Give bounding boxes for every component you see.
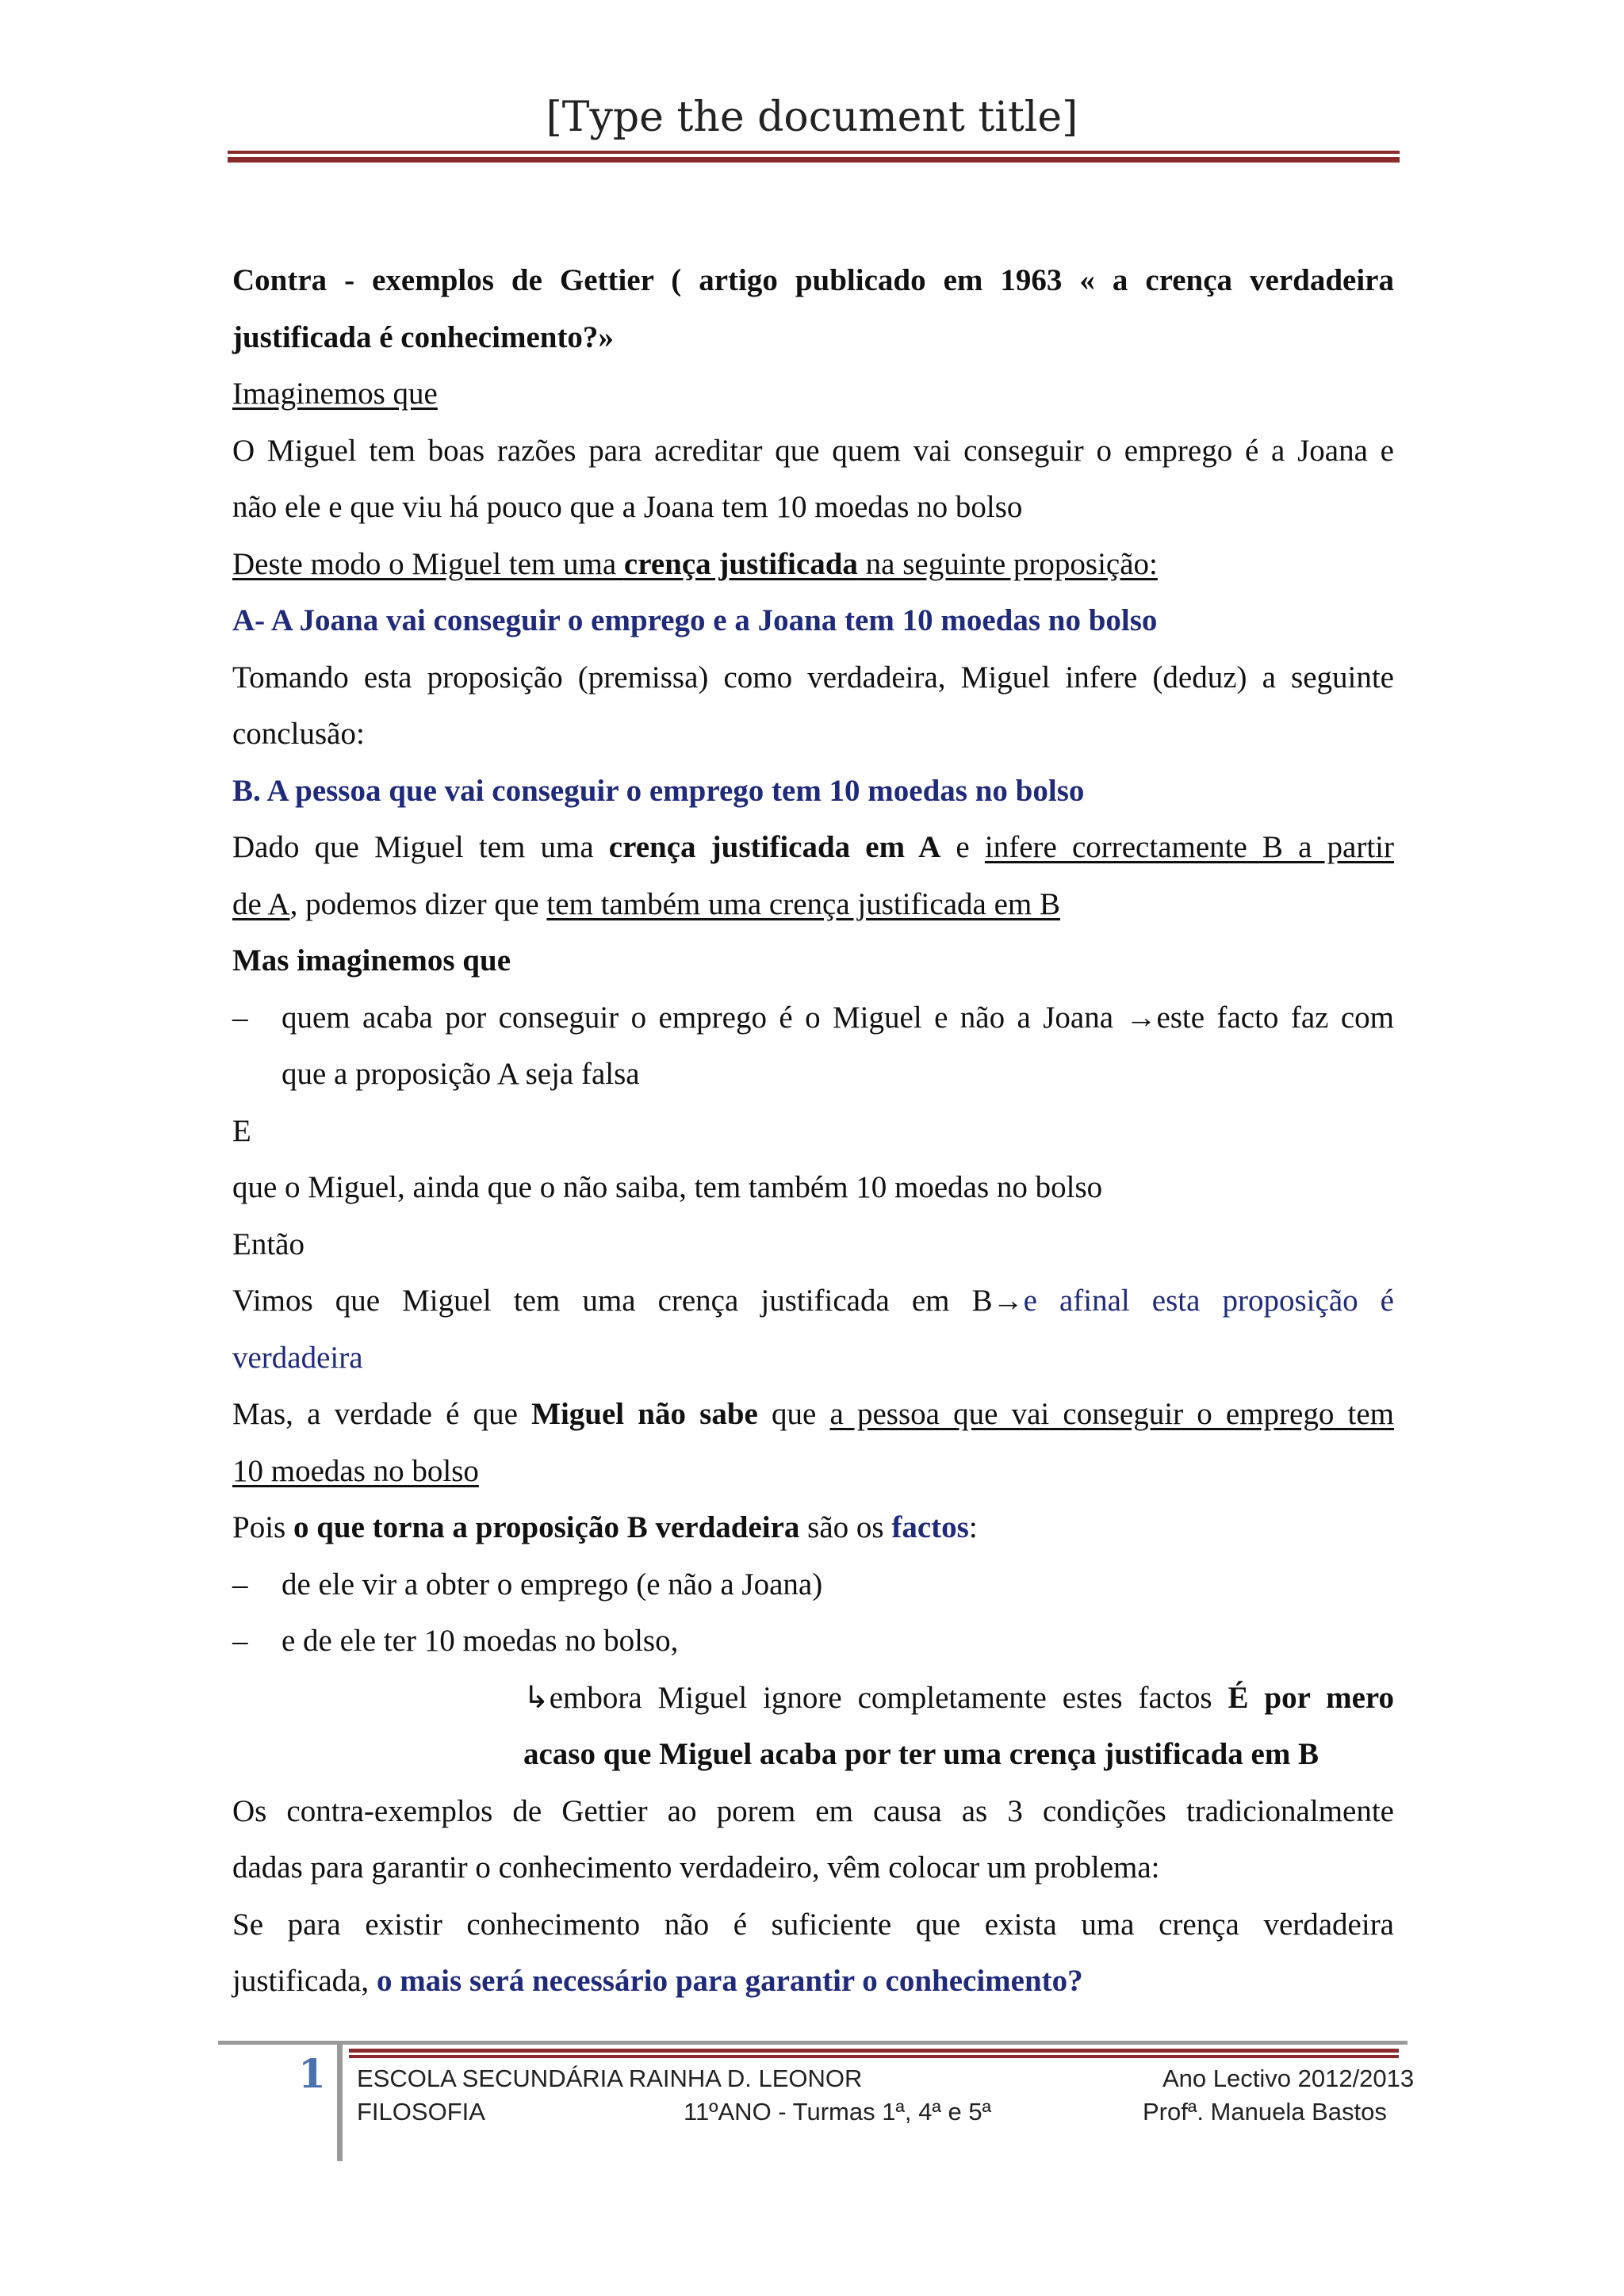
blue-bold-text: o mais será necessário para garantir o conhecimento? — [376, 1964, 1083, 1998]
bullet-item — [232, 989, 1394, 1047]
bold-text: crença justificada em A — [608, 830, 941, 864]
text-run: são os — [799, 1510, 892, 1544]
bold-text: É por mero — [1228, 1680, 1394, 1715]
blue-bold-text: factos — [891, 1510, 969, 1544]
paragraph-line: que o Miguel, ainda que o não saiba, tem também 10 moedas no bolso — [232, 1170, 1103, 1204]
text-run: : — [968, 1510, 978, 1544]
paragraph-line: O Miguel tem boas razões para acreditar que quem vai conseguir o emprego é a Joana e — [232, 433, 1394, 468]
text-run: que — [757, 1397, 830, 1431]
turn-arrow-icon: ↳ — [523, 1680, 550, 1715]
text-run: , podemos dizer que — [289, 886, 547, 921]
document-title: [Type the document title] — [546, 94, 1078, 141]
bullet-dash: – — [232, 1624, 248, 1658]
class-info: 11ºANO - Turmas 1ª, 4ª e 5ª — [684, 2098, 992, 2126]
school-year: Ano Lectivo 2012/2013 — [1162, 2064, 1415, 2092]
bullet-dash: – — [232, 1000, 248, 1035]
text-run: na seguinte proposição: — [857, 546, 1158, 581]
bullet-dash: – — [232, 1567, 248, 1601]
text-run: embora Miguel ignore completamente estes factos — [549, 1680, 1228, 1715]
bold-text: o que torna a proposição B verdadeira — [293, 1510, 800, 1544]
paragraph-line: Se para existir conhecimento não é suficiente que exista uma crença verdadeira — [232, 1907, 1394, 1942]
paragraph-line: Os contra-exemplos de Gettier ao porem em causa as 3 condições tradicionalmente — [232, 1793, 1394, 1828]
text-run: quem acaba por conseguir o emprego é o Miguel e não a Joana — [282, 1000, 1126, 1035]
proposition-a: A- A Joana vai conseguir o emprego e a Joana tem 10 moedas no bolso — [232, 603, 1158, 637]
underlined-text: Imaginemos que — [232, 377, 438, 411]
bold-text: Miguel não sabe — [531, 1397, 758, 1431]
text-run: Deste modo o Miguel tem uma — [232, 546, 624, 581]
text-run: Vimos que Miguel tem uma crença justificada em B — [232, 1284, 993, 1318]
arrow-icon: → — [992, 1284, 1024, 1318]
document-body — [232, 252, 1394, 2010]
paragraph-line — [232, 1499, 1394, 1556]
header-rule-thin — [228, 151, 1400, 154]
paragraph-line — [232, 876, 1394, 933]
paragraph-line: dadas para garantir o conhecimento verdadeiro, vêm colocar um problema: — [232, 1850, 1160, 1885]
blue-text: e afinal esta proposição é — [1023, 1284, 1394, 1318]
proposition-b: B. A pessoa que vai conseguir o emprego tem 10 moedas no bolso — [232, 773, 1085, 808]
subheading-line: Mas imaginemos que — [232, 943, 511, 978]
bullet-item — [232, 1556, 1394, 1613]
underlined-text: tem também uma crença justificada em B — [546, 886, 1060, 921]
paragraph-line: Tomando esta proposição (premissa) como verdadeira, Miguel infere (deduz) a seguinte — [232, 660, 1394, 695]
header-rule-thick — [228, 157, 1400, 163]
bullet-continuation: que a proposição A seja falsa — [282, 1057, 640, 1091]
paragraph-line: E — [232, 1113, 251, 1148]
text-run: e de ele ter 10 moedas no bolso, — [282, 1624, 679, 1658]
paragraph-line: verdadeira — [232, 1340, 363, 1375]
indented-line: acaso que Miguel acaba por ter uma crença justificada em B — [523, 1737, 1320, 1771]
underlined-text: infere correctamente B a partir — [984, 830, 1394, 864]
paragraph-line: Então — [232, 1226, 304, 1261]
paragraph-line — [232, 1443, 1394, 1500]
text-run: Pois — [232, 1510, 293, 1544]
paragraph-line: não ele e que viu há pouco que a Joana tem 10 moedas no bolso — [232, 490, 1023, 524]
paragraph-line — [232, 536, 1394, 593]
paragraph-line: conclusão: — [232, 717, 365, 751]
subject-name: FILOSOFIA — [357, 2098, 485, 2126]
paragraph-line — [232, 1953, 1394, 2010]
page-number: 1 — [298, 2050, 326, 2097]
text-run: Mas, a verdade é que — [232, 1397, 532, 1431]
arrow-icon: → — [1125, 1000, 1157, 1035]
paragraph-line — [232, 1386, 1394, 1443]
teacher-name: Profª. Manuela Bastos — [1143, 2098, 1387, 2126]
text-run: Dado que Miguel tem uma — [232, 830, 609, 864]
heading-line: justificada é conhecimento?» — [232, 320, 614, 354]
footer-divider — [337, 2042, 343, 2161]
underlined-text: 10 moedas no bolso — [232, 1453, 479, 1488]
heading-line: Contra - exemplos de Gettier ( artigo publicado em 1963 « a crença verdadeira — [232, 263, 1394, 297]
paragraph-line — [232, 819, 1394, 876]
underlined-text: de A — [232, 886, 290, 921]
bold-text: crença justificada — [623, 546, 858, 581]
text-run: justificada, — [232, 1964, 377, 1998]
indented-line — [232, 1670, 1394, 1727]
text-run: este facto faz com — [1156, 1000, 1394, 1035]
text-run: e — [940, 830, 985, 864]
underlined-text: a pessoa que vai conseguir o emprego tem — [829, 1397, 1394, 1431]
school-name: ESCOLA SECUNDÁRIA RAINHA D. LEONOR — [357, 2064, 863, 2092]
footer-rule-red — [349, 2049, 1399, 2053]
paragraph-line — [232, 365, 1394, 423]
bullet-item — [232, 1613, 1394, 1670]
footer-rule-red — [349, 2055, 1399, 2058]
footer-rule-gray — [218, 2041, 1408, 2045]
text-run: de ele vir a obter o emprego (e não a Joana) — [282, 1567, 823, 1601]
paragraph-line — [232, 1272, 1394, 1330]
